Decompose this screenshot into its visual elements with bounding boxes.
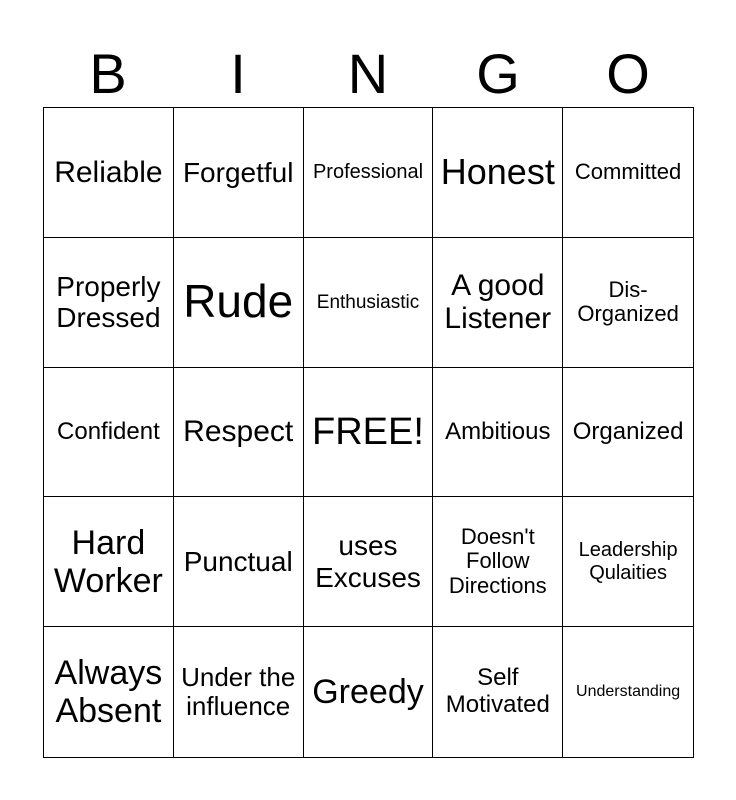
bingo-cell-label: Always Absent (54, 654, 163, 731)
bingo-cell-label: Greedy (312, 673, 424, 712)
bingo-cell-label: Honest (440, 151, 555, 193)
bingo-cell[interactable] (44, 108, 174, 238)
bingo-cell[interactable] (44, 238, 174, 368)
bingo-cell-label: Understanding (576, 683, 681, 701)
bingo-cell[interactable] (174, 108, 304, 238)
bingo-cell[interactable] (304, 368, 434, 498)
bingo-cell-label: Respect (183, 415, 294, 449)
header-letter-n: N (347, 42, 389, 105)
bingo-cell-label: Committed (574, 159, 682, 185)
bingo-cell-label: Dis-Organized (577, 276, 679, 327)
bingo-cell[interactable] (174, 497, 304, 627)
bingo-cell[interactable] (304, 108, 434, 238)
bingo-cell[interactable] (433, 368, 563, 498)
bingo-cell-label: Rude (183, 275, 294, 328)
bingo-cell-label: Forgetful (182, 156, 294, 188)
bingo-cell-label: A good Listener (444, 268, 552, 336)
bingo-cell[interactable] (44, 627, 174, 757)
bingo-cell[interactable] (563, 497, 693, 627)
bingo-cell[interactable] (433, 497, 563, 627)
bingo-cell[interactable] (44, 368, 174, 498)
bingo-cell[interactable] (174, 627, 304, 757)
header-letter-o: O (606, 42, 650, 105)
bingo-cell-label: Hard Worker (53, 523, 163, 600)
bingo-cell[interactable] (563, 108, 693, 238)
bingo-cell-label: Under the influence (181, 661, 296, 722)
bingo-cell[interactable] (304, 238, 434, 368)
bingo-cell-label: Organized (572, 417, 684, 445)
bingo-cell[interactable] (433, 108, 563, 238)
bingo-cell[interactable] (44, 497, 174, 627)
bingo-cell-label: Doesn't Follow Directions (448, 523, 547, 599)
bingo-cell-label: Ambitious (445, 417, 551, 445)
header-letter-i: I (230, 42, 246, 105)
bingo-cell[interactable] (304, 497, 434, 627)
header-letter-g: G (476, 42, 520, 105)
bingo-cell-label: FREE! (312, 410, 424, 453)
bingo-cell-label: Leadership Qulaities (578, 539, 678, 584)
bingo-board (43, 107, 694, 758)
bingo-cell[interactable] (304, 627, 434, 757)
bingo-cell[interactable] (563, 368, 693, 498)
bingo-cell[interactable] (174, 238, 304, 368)
bingo-cell-label: Punctual (183, 546, 293, 578)
bingo-cell[interactable] (563, 627, 693, 757)
bingo-cell[interactable] (174, 368, 304, 498)
bingo-cell-label: Properly Dressed (56, 270, 161, 334)
bingo-cell-label: Confident (57, 417, 160, 445)
bingo-cell-label: Reliable (54, 155, 163, 189)
bingo-cell-label: Self Motivated (445, 664, 550, 719)
bingo-cell-label: Enthusiastic (316, 291, 420, 313)
bingo-cell[interactable] (563, 238, 693, 368)
bingo-header (43, 40, 693, 108)
bingo-cell-label: uses Excuses (315, 530, 421, 593)
bingo-cell[interactable] (433, 627, 563, 757)
header-letter-b: B (89, 42, 127, 105)
bingo-cell-label: Professional (312, 161, 424, 184)
bingo-cell[interactable] (433, 238, 563, 368)
